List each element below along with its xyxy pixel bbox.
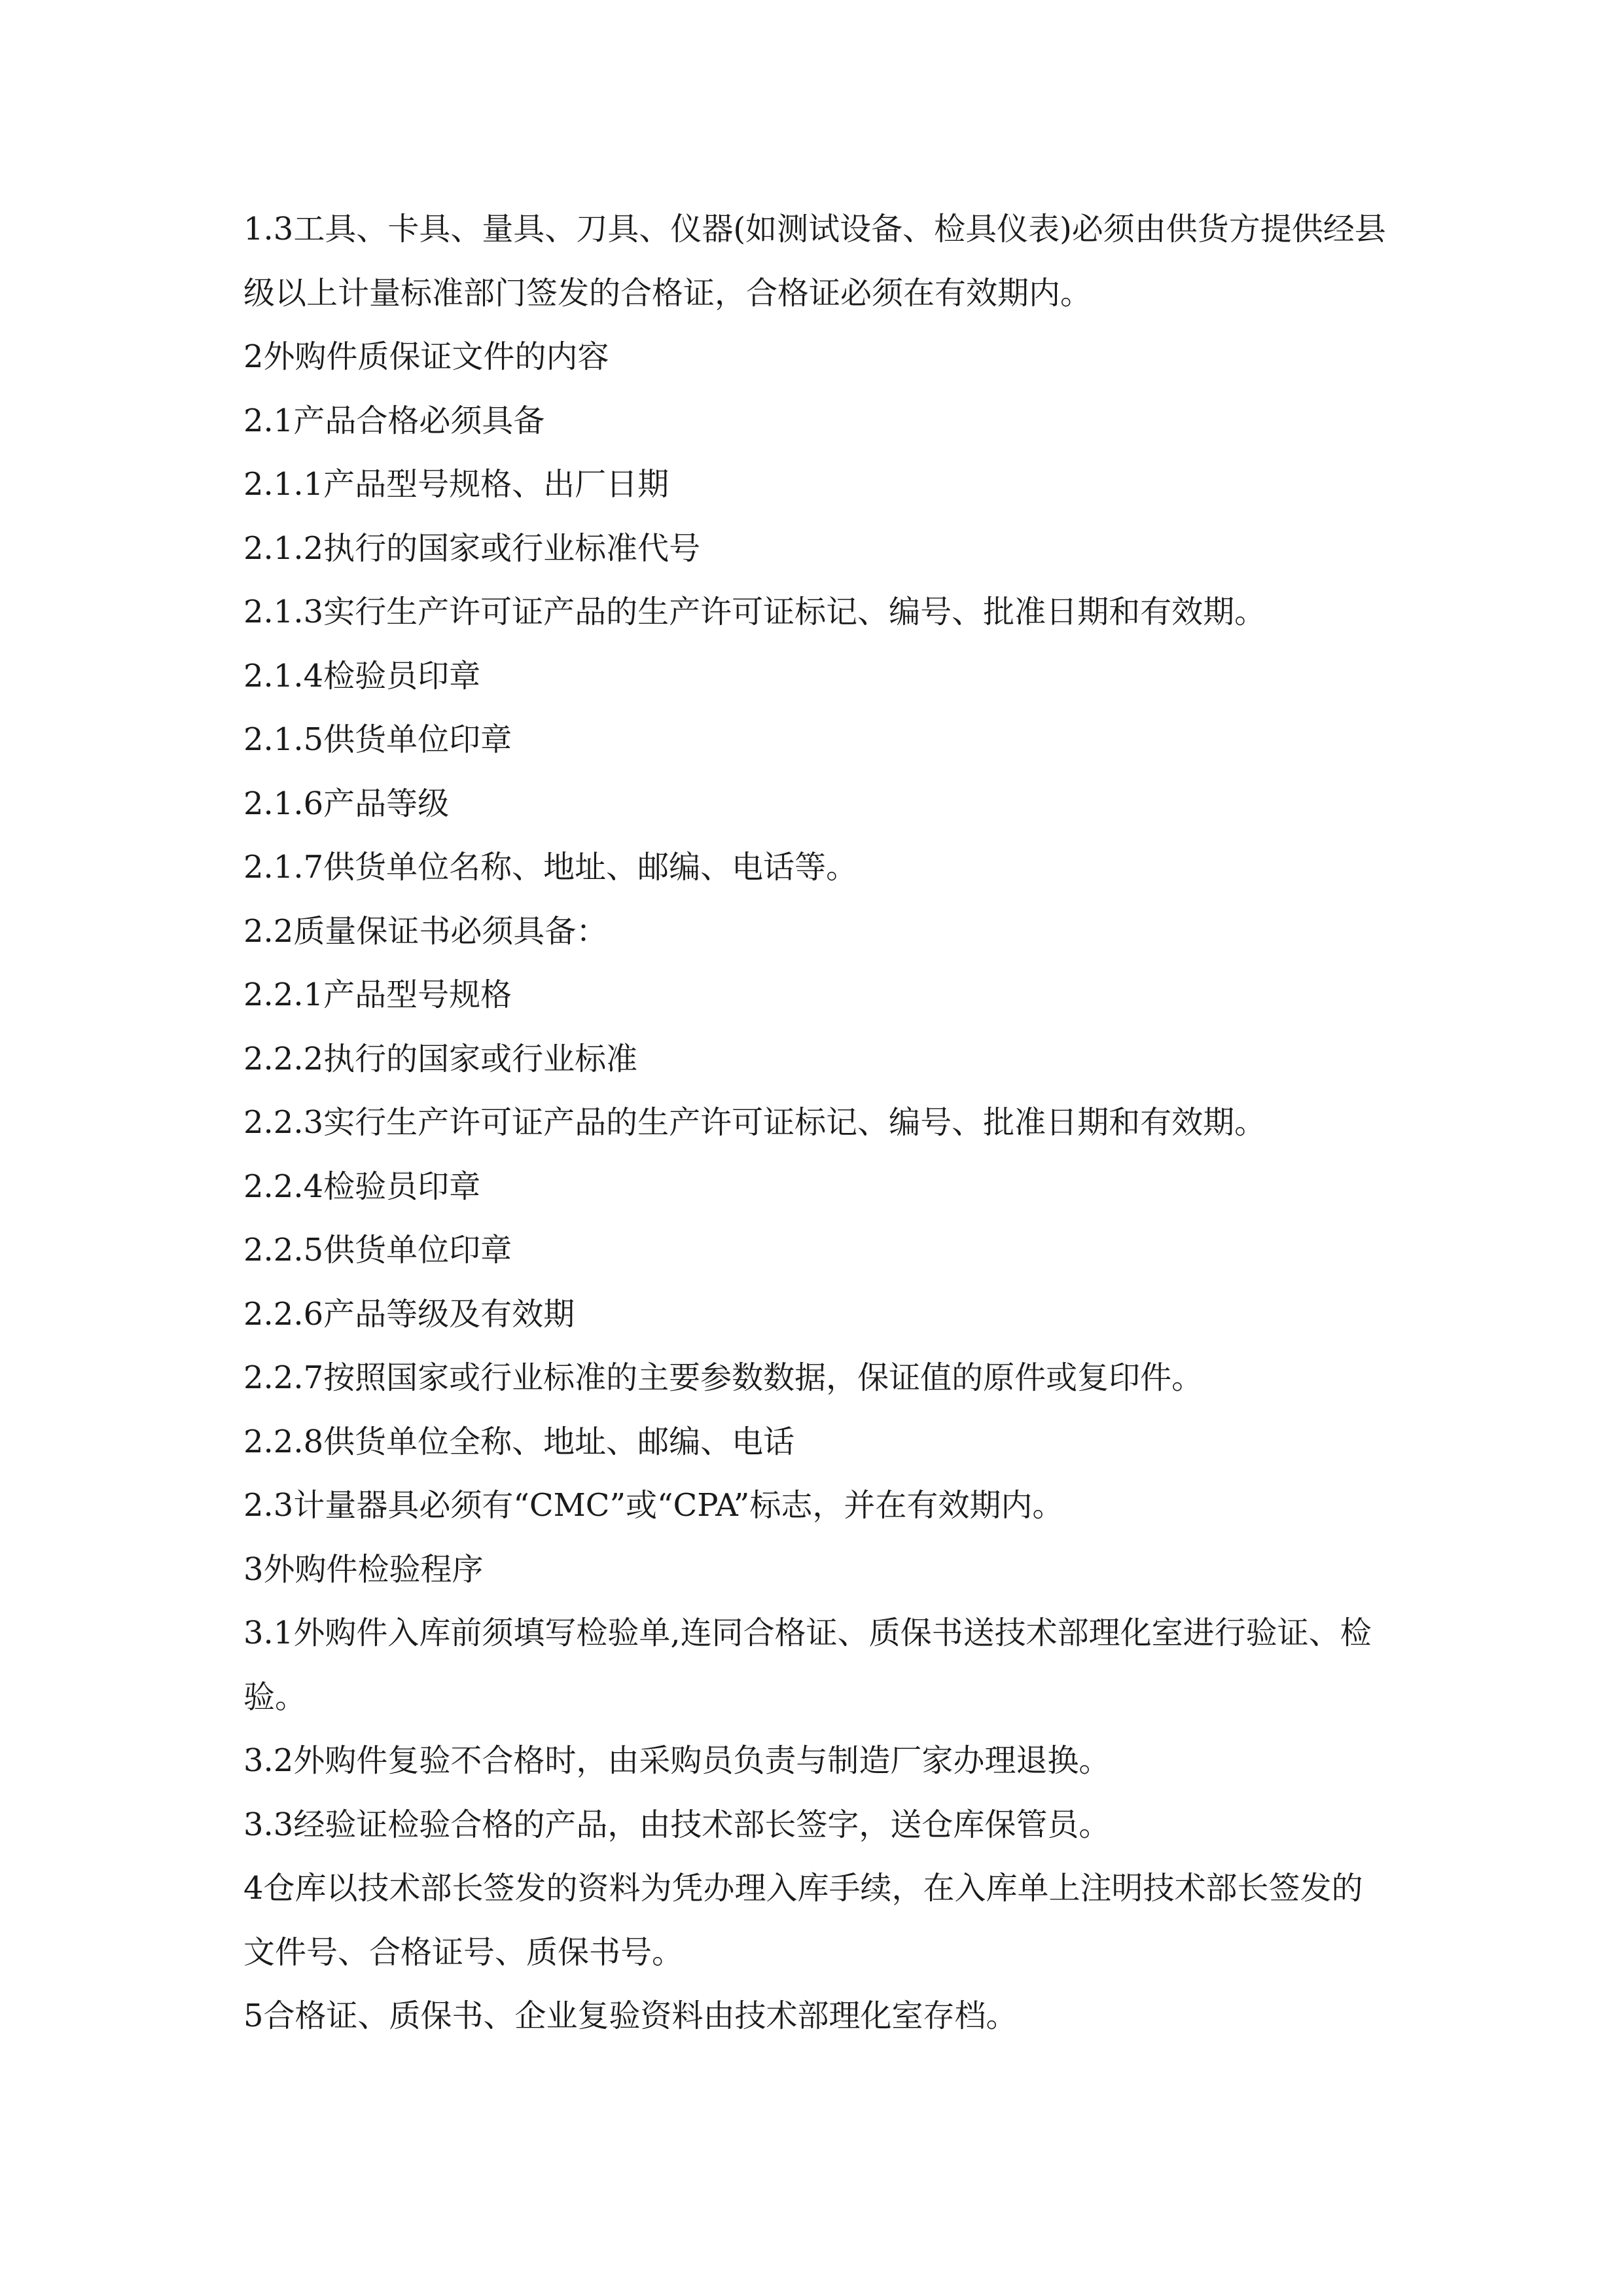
paragraph-3-2: 3.2外购件复验不合格时，由采购员负责与制造厂家办理退换。 [243, 1742, 1111, 1779]
paragraph-2-2-3: 2.2.3实行生产许可证产品的生产许可证标记、编号、批准日期和有效期。 [243, 1104, 1266, 1141]
paragraph-4-warehouse: 4仓库以技术部长签发的资料为凭办理入库手续，在入库单上注明技术部长签发的文件号、合格证号、质保书号。 [243, 1870, 1363, 1971]
paragraph-2-1-6: 2.1.6产品等级 [243, 785, 450, 822]
paragraph-2-2-2: 2.2.2执行的国家或行业标准 [243, 1040, 638, 1077]
paragraph-2-1: 2.1产品合格必须具备 [243, 402, 545, 439]
heading-3-inspection-procedure: 3外购件检验程序 [243, 1551, 484, 1588]
paragraph-2-2-6: 2.2.6产品等级及有效期 [243, 1295, 575, 1333]
paragraph-3-3: 3.3经验证检验合格的产品，由技术部长签字，送仓库保管员。 [243, 1806, 1111, 1843]
paragraph-2-2-8: 2.2.8供货单位全称、地址、邮编、电话 [243, 1423, 795, 1460]
heading-2-quality-documents: 2外购件质保证文件的内容 [243, 338, 609, 375]
paragraph-2-2-1: 2.2.1产品型号规格 [243, 977, 512, 1013]
document-body [243, 198, 1387, 2049]
paragraph-2-1-1: 2.1.1产品型号规格、出厂日期 [243, 466, 669, 503]
paragraph-2-2-5: 2.2.5供货单位印章 [243, 1232, 512, 1268]
paragraph-2-1-2: 2.1.2执行的国家或行业标准代号 [243, 529, 701, 567]
paragraph-2-1-4: 2.1.4检验员印章 [243, 657, 481, 694]
paragraph-2-1-5: 2.1.5供货单位印章 [243, 721, 512, 758]
paragraph-2-1-7: 2.1.7供货单位名称、地址、邮编、电话等。 [243, 849, 858, 886]
paragraph-2-3: 2.3计量器具必须有“CMC”或“CPA”标志，并在有效期内。 [243, 1487, 1064, 1524]
paragraph-2-2-4: 2.2.4检验员印章 [243, 1168, 481, 1205]
paragraph-2-2: 2.2质量保证书必须具备： [243, 912, 608, 950]
paragraph-2-2-7: 2.2.7按照国家或行业标准的主要参数数据，保证值的原件或复印件。 [243, 1359, 1204, 1396]
paragraph-3-1: 3.1外购件入库前须填写检验单,连同合格证、质保书送技术部理化室进行验证、检验。 [243, 1615, 1372, 1715]
paragraph-1-3-tools-certificate: 1.3工具、卡具、量具、刀具、仪器(如测试设备、检具仪表)必须由供货方提供经县级以上计量标准部门签发的合格证，合格证必须在有效期内。 [243, 211, 1386, 312]
paragraph-5-archive: 5合格证、质保书、企业复验资料由技术部理化室存档。 [243, 1998, 1018, 2034]
paragraph-2-1-3: 2.1.3实行生产许可证产品的生产许可证标记、编号、批准日期和有效期。 [243, 594, 1266, 630]
